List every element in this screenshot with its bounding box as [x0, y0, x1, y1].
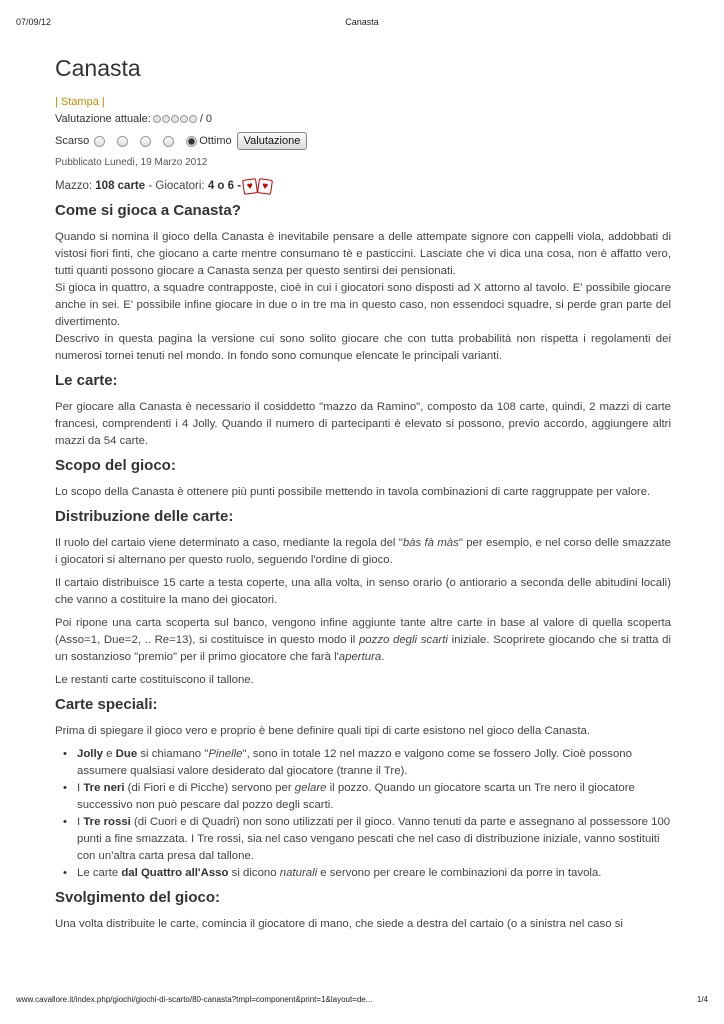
paragraph: Lo scopo della Canasta è ottenere più punti possibile mettendo in tavola combinazioni di carte raggruppate per valore. — [55, 486, 651, 498]
rating-stars — [153, 115, 198, 123]
vote-high-label: Ottimo — [199, 135, 232, 147]
text-run: Pinelle — [208, 748, 243, 760]
vote-radio-4[interactable] — [163, 136, 174, 147]
text-run: si dicono — [228, 867, 280, 879]
text-run: Due — [115, 748, 138, 760]
text-run: dal Quattro all'Asso — [121, 867, 229, 879]
meta-separator: - — [148, 180, 153, 192]
paragraph: Il cartaio distribuisce 15 carte a testa coperte, una alla volta, in senso orario (o antiorario a seconda delle abitudini locali) che vanno a costituire la mano dei giocatori. — [55, 577, 671, 606]
vote-low-label: Scarso — [55, 135, 90, 147]
section-heading: Le carte: — [55, 372, 118, 389]
text-run: bàs fà màs — [402, 537, 459, 549]
text-run: I — [77, 782, 84, 794]
section-heading: Distribuzione delle carte: — [55, 508, 234, 525]
deck-label: Mazzo: — [55, 180, 93, 192]
page-number: 1/4 — [696, 995, 708, 1004]
section-heading: Carte speciali: — [55, 696, 158, 713]
paragraph: Per giocare alla Canasta è necessario il cosiddetto "mazzo da Ramino", composto da 108 carte, quindi, 2 mazzi di carte francesi, comprendenti i 4 Jolly. Quando il numero di partecipanti è elevato si possono, previo accordo, aggiungere altri mazzi da 54 carte. — [55, 401, 671, 447]
paragraph: Una volta distribuite le carte, comincia il giocatore di mano, che siede a destra del cartaio (o a sinistra nel caso si — [55, 918, 623, 930]
print-header — [16, 17, 708, 31]
section-heading: Svolgimento del gioco: — [55, 889, 221, 906]
print-link-row: | Stampa | — [55, 96, 105, 108]
paragraph: Descrivo in questa pagina la versione cui sono solito giocare che con tutta probabilità non rispetta i regolamenti dei numerosi tornei tenuti nel mondo. In fondo sono comunque elencate le principali varianti. — [55, 333, 671, 362]
game-meta — [55, 178, 671, 194]
text-run: . — [381, 651, 385, 663]
paragraph — [55, 615, 671, 666]
star-icon — [180, 115, 188, 123]
special-cards-list — [63, 746, 671, 882]
text-run: si chiamano " — [137, 748, 209, 760]
text-run: " per esempio, e nel corso delle smazzate i giocatori si alternano per questo ruolo, seguendo l'ordine di gioco. — [55, 537, 671, 566]
page-title: Canasta — [55, 55, 141, 81]
text-run: (di Cuori e di Quadri) non sono utilizzati per il gioco. Vanno tenuti da parte e assegnano al possessore 100 punti a fine smazzata. I Tre rossi, sia nel caso vengano pescati che nel caso di distribuzione iniziale, vanno sostituiti con un'altra carta presa dal tallone. — [77, 816, 671, 862]
paragraph: Si gioca in quattro, a squadre contrapposte, cioè in cui i giocatori sono disposti ad X attorno al tavolo. E' possibile giocare anche in sei. E' possibile infine giocare in due o in tre ma in questo caso, non essendoci squadre, si perde gran parte del divertimento. — [55, 282, 671, 328]
paragraph — [55, 535, 671, 569]
rating-label: Valutazione attuale: — [55, 113, 151, 125]
print-link[interactable]: Stampa — [60, 96, 99, 108]
meta-separator: - — [237, 180, 242, 192]
vote-radio-5[interactable] — [186, 136, 197, 147]
star-icon — [189, 115, 197, 123]
text-run: I — [77, 816, 84, 828]
playing-card-icon: ♥ — [242, 178, 258, 195]
paragraph: Quando si nomina il gioco della Canasta è inevitabile pensare a delle attempate signore con cappelli viola, addobbati di vistosi fiori finti, che giocano a carte mentre consumano tè e pasticcini. Lasciate che vi dica una cosa, non è affatto vero, tutti quanti possono giocare a Canasta senza per questo sentirsi dei pensionati. — [55, 231, 671, 277]
playing-card-icon: ♥ — [257, 178, 273, 195]
text-run: pozzo degli scarti — [358, 634, 448, 646]
text-run: Il ruolo del cartaio viene determinato a caso, mediante la regola del " — [55, 537, 403, 549]
text-run: Le carte — [77, 867, 122, 879]
text-run: iniziale. Scoprirete giocando che si tratta di un sostanzioso "premio" per il primo giocatore che farà l' — [55, 634, 671, 663]
text-run: Tre rossi — [83, 816, 131, 828]
text-run: il pozzo. Quando un giocatore scarta un Tre nero il giocatore successivo non può pescare dal pozzo degli scarti. — [77, 782, 635, 811]
vote-button[interactable]: Valutazione — [237, 132, 308, 150]
text-run: ", sono in totale 12 nel mazzo e valgono come se fossero Jolly. Cioè possono assumere qualsiasi valore desiderato dal giocatore (tranne il Tre). — [77, 748, 632, 777]
deck-value: 108 carte — [95, 180, 146, 192]
section-heading: Scopo del gioco: — [55, 457, 176, 474]
section-heading: Come si gioca a Canasta? — [55, 202, 241, 219]
article — [55, 54, 671, 933]
paragraph: Prima di spiegare il gioco vero e proprio è bene definire quali tipi di carte esistono nel gioco della Canasta. — [55, 725, 591, 737]
list-item — [63, 865, 671, 882]
vote-radio-1[interactable] — [94, 136, 105, 147]
paragraph: Le restanti carte costituiscono il tallone. — [55, 674, 254, 686]
text-run: e — [102, 748, 116, 760]
vote-radio-2[interactable] — [117, 136, 128, 147]
vote-row — [55, 131, 671, 151]
page-url: www.cavallore.it/index.php/giochi/giochi-di-scarto/80-canasta?tmpl=component&print=1&layout=de... — [16, 995, 373, 1004]
text-run: gelare — [294, 782, 327, 794]
vote-radio-3[interactable] — [140, 136, 151, 147]
players-value: 4 o 6 — [207, 180, 235, 192]
list-item — [63, 780, 671, 814]
text-run: Jolly — [77, 748, 103, 760]
players-label: Giocatori: — [155, 180, 205, 192]
print-date: 07/09/12 — [16, 17, 52, 27]
rating-value: / 0 — [199, 113, 213, 125]
rating-row — [55, 112, 671, 126]
print-title: Canasta — [345, 17, 379, 27]
text-run: naturali — [279, 867, 318, 879]
star-icon — [171, 115, 179, 123]
star-icon — [162, 115, 170, 123]
star-icon — [153, 115, 161, 123]
text-run: apertura — [338, 651, 382, 663]
text-run: Poi ripone una carta scoperta sul banco, vengono infine aggiunte tante altre carte in base al valore di quella scoperta (Asso=1, Due=2, .. Re=13), si costituisce in questo modo il — [55, 617, 671, 646]
text-run: (di Fiori e di Picche) servono per — [124, 782, 295, 794]
list-item — [63, 746, 671, 780]
published-date: Pubblicato Lunedì, 19 Marzo 2012 — [55, 157, 208, 168]
list-item — [63, 814, 671, 865]
text-run: Tre neri — [83, 782, 125, 794]
text-run: e servono per creare le combinazioni da porre in tavola. — [317, 867, 602, 879]
